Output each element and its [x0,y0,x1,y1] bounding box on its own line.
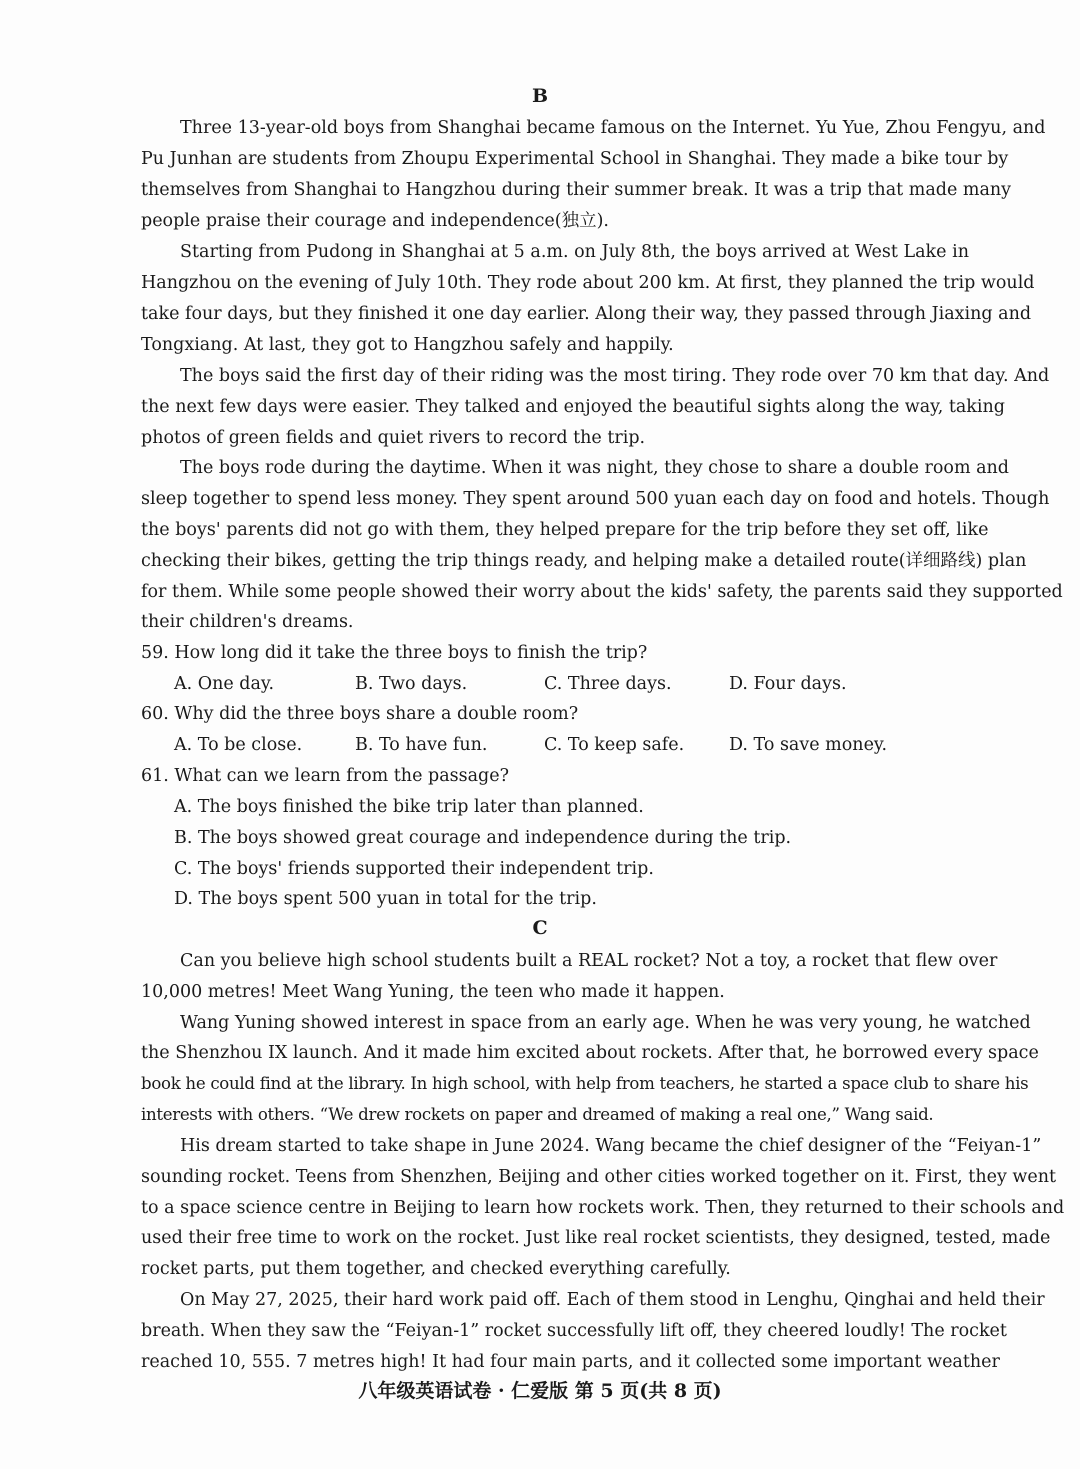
question-60-option-a: A. To be close. [174,735,303,755]
question-60-option-d: D. To save money. [729,735,888,755]
passage-b-line: take four days, but they finished it one day earlier. Along their way, they passed through Jiaxing and [141,304,1032,324]
page-footer: 八年级英语试卷 · 仁爱版 第 5 页(共 8 页) [358,1380,722,1402]
question-61-option-c: C. The boys' friends supported their independent trip. [174,859,654,879]
passage-c-line: to a space science centre in Beijing to learn how rockets work. Then, they returned to their schools and [141,1198,1065,1218]
passage-b-line: photos of green fields and quiet rivers to record the trip. [141,428,646,448]
question-61-option-d: D. The boys spent 500 yuan in total for the trip. [174,889,597,909]
passage-b-line: people praise their courage and independence(独立). [141,211,609,231]
passage-b-line: Three 13-year-old boys from Shanghai became famous on the Internet. Yu Yue, Zhou Fengyu, and [180,118,1046,138]
passage-b-line: checking their bikes, getting the trip things ready, and helping make a detailed route(详细路线) plan [141,551,1027,571]
question-59-option-b: B. Two days. [355,674,468,694]
passage-c-line: His dream started to take shape in June 2024. Wang became the chief designer of the “Feiyan-1” [180,1136,1042,1156]
passage-b-line: sleep together to spend less money. They spent around 500 yuan each day on food and hotels. Though [141,489,1050,509]
passage-c-line: book he could find at the library. In high school, with help from teachers, he started a space club to share his [141,1074,1029,1093]
passage-b-line: Hangzhou on the evening of July 10th. They rode about 200 km. At first, they planned the trip would [141,273,1035,293]
passage-c-line: 10,000 metres! Meet Wang Yuning, the teen who made it happen. [141,982,725,1002]
passage-b-line: the boys' parents did not go with them, they helped prepare for the trip before they set off, like [141,520,989,540]
question-60-stem: 60. Why did the three boys share a double room? [141,704,579,724]
passage-b-line: The boys said the first day of their riding was the most tiring. They rode over 70 km that day. And [180,366,1050,386]
question-59-option-c: C. Three days. [544,674,672,694]
passage-c-line: interests with others. “We drew rockets on paper and dreamed of making a real one,” Wang said. [141,1105,934,1124]
passage-b-line: their children's dreams. [141,612,354,632]
question-61-option-a: A. The boys finished the bike trip later than planned. [174,797,644,817]
passage-b-line: the next few days were easier. They talked and enjoyed the beautiful sights along the way, taking [141,397,1005,417]
passage-c-line: Wang Yuning showed interest in space from an early age. When he was very young, he watched [180,1013,1031,1033]
question-61-option-b: B. The boys showed great courage and independence during the trip. [174,828,792,848]
question-60-option-b: B. To have fun. [355,735,488,755]
section-c-heading: C [532,917,548,939]
passage-c-line: breath. When they saw the “Feiyan-1” rocket successfully lift off, they cheered loudly! The rocket [141,1321,1007,1341]
passage-b-line: for them. While some people showed their worry about the kids' safety, the parents said they supported [141,582,1063,602]
question-60-option-c: C. To keep safe. [544,735,685,755]
passage-c-line: On May 27, 2025, their hard work paid off. Each of them stood in Lenghu, Qinghai and held their [180,1290,1045,1310]
passage-b-line: Starting from Pudong in Shanghai at 5 a.m. on July 8th, the boys arrived at West Lake in [180,242,969,262]
passage-c-line: the Shenzhou IX launch. And it made him excited about rockets. After that, he borrowed every space [141,1043,1039,1063]
passage-c-line: reached 10, 555. 7 metres high! It had four main parts, and it collected some important weather [141,1352,1000,1372]
question-59-option-d: D. Four days. [729,674,847,694]
passage-c-line: used their free time to work on the rocket. Just like real rocket scientists, they designed, tested, made [141,1228,1051,1248]
passage-c-line: rocket parts, put them together, and checked everything carefully. [141,1259,731,1279]
passage-b-line: Pu Junhan are students from Zhoupu Experimental School in Shanghai. They made a bike tour by [141,149,1009,169]
passage-b-line: The boys rode during the daytime. When it was night, they chose to share a double room and [180,458,1010,478]
question-61-stem: 61. What can we learn from the passage? [141,766,509,786]
question-59-option-a: A. One day. [174,674,275,694]
passage-c-line: sounding rocket. Teens from Shenzhen, Beijing and other cities worked together on it. First, they went [141,1167,1057,1187]
passage-b-line: themselves from Shanghai to Hangzhou during their summer break. It was a trip that made many [141,180,1012,200]
passage-c-line: Can you believe high school students built a REAL rocket? Not a toy, a rocket that flew over [180,951,998,971]
passage-b-line: Tongxiang. At last, they got to Hangzhou safely and happily. [141,335,674,355]
question-59-stem: 59. How long did it take the three boys to finish the trip? [141,643,648,663]
section-b-heading: B [531,85,549,107]
